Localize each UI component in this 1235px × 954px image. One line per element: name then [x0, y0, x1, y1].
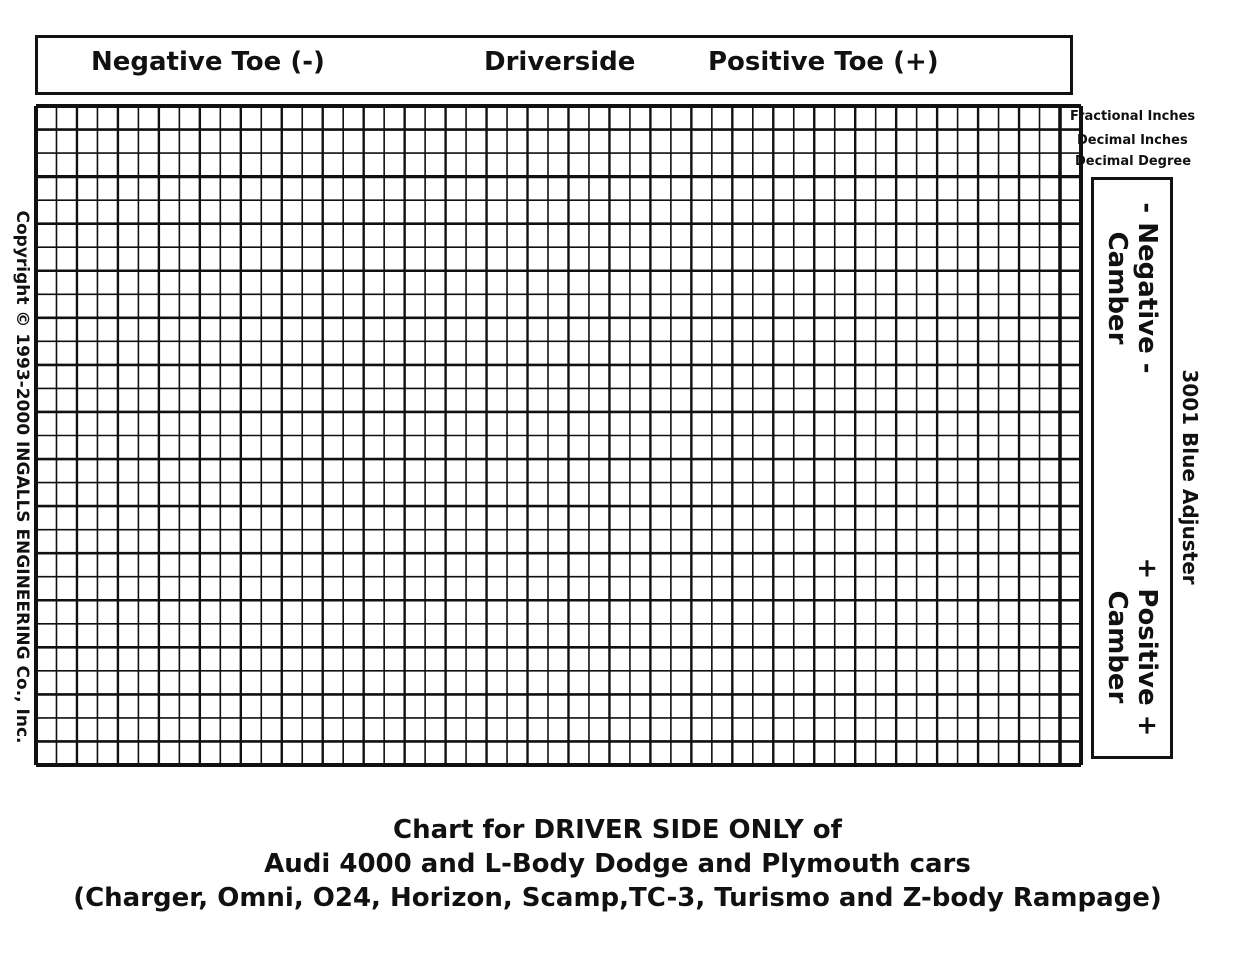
negative-toe-label: Negative Toe (-)	[91, 47, 325, 77]
negative-camber-text: - Negative - Camber	[1102, 202, 1162, 374]
chart-footer	[0, 813, 1235, 915]
adjuster-label: 3001 Blue Adjuster	[1178, 369, 1202, 585]
copyright-notice: Copyright © 1993-2000 INGALLS ENGINEERING Co., Inc.	[12, 210, 32, 744]
footer-line-2: Audi 4000 and L-Body Dodge and Plymouth cars	[264, 849, 971, 879]
footer-line-1: Chart for DRIVER SIDE ONLY of	[393, 815, 842, 845]
decimal-degree-label: Decimal Degree	[1075, 154, 1192, 169]
positive-camber-label	[1102, 558, 1162, 737]
decimal-inches-label: Decimal Inches	[1077, 133, 1188, 148]
camber-box	[1091, 177, 1173, 759]
negative-camber-label	[1102, 202, 1162, 373]
footer-line-3: (Charger, Omni, O24, Horizon, Scamp,TC-3, Turismo and Z-body Rampage)	[73, 883, 1162, 913]
side-label: Driverside	[484, 47, 636, 77]
fractional-inches-label: Fractional Inches	[1070, 109, 1196, 124]
positive-camber-text: + Positive + Camber	[1102, 557, 1162, 737]
positive-toe-label: Positive Toe (+)	[708, 47, 939, 77]
